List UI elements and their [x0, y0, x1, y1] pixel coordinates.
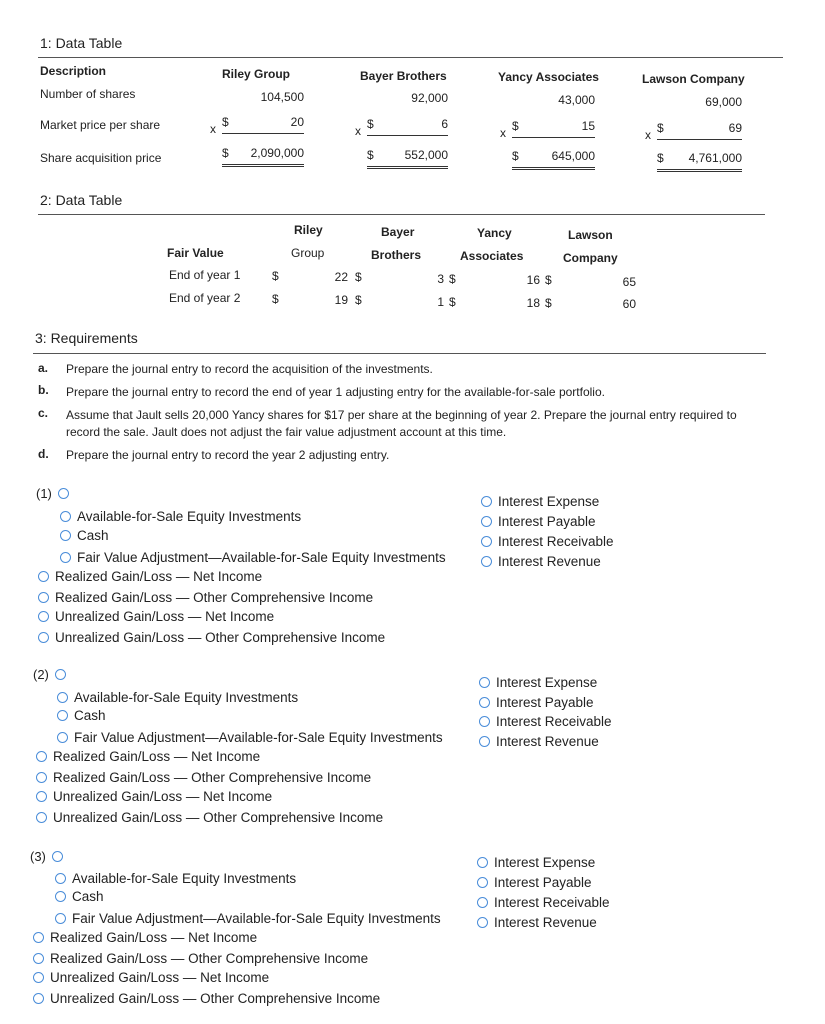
table2-header-riley-top: Riley	[294, 223, 323, 237]
option-realized-gl-oci[interactable]	[38, 590, 373, 605]
fv-y1-bayer: 3	[437, 272, 444, 286]
shares-bayer: 92,000	[411, 91, 448, 105]
option-label: Cash	[77, 528, 109, 543]
option-label: Unrealized Gain/Loss — Other Comprehensive Income	[50, 991, 381, 1006]
table2-header-bayer-bottom: Brothers	[371, 248, 422, 262]
row-label-number-of-shares: Number of shares	[40, 87, 136, 101]
table1-header-lawson: Lawson Company	[642, 72, 745, 86]
radio-button[interactable]	[33, 932, 44, 943]
question-number: (1)	[36, 486, 52, 501]
option-label: Interest Revenue	[494, 915, 597, 930]
radio-button[interactable]	[38, 611, 49, 622]
option-label: Interest Revenue	[496, 734, 599, 749]
option-unrealized-gl-oci[interactable]	[33, 991, 380, 1006]
row-label-end-of-year-2: End of year 2	[169, 291, 241, 305]
option-unrealized-gl-ni[interactable]	[36, 789, 272, 804]
option-label: Unrealized Gain/Loss — Net Income	[53, 789, 273, 804]
option-label: Realized Gain/Loss — Net Income	[50, 930, 258, 945]
option-label: Unrealized Gain/Loss — Net Income	[50, 970, 270, 985]
answer-radio-1[interactable]	[58, 488, 69, 499]
radio-button[interactable]	[481, 496, 492, 507]
req-letter-c: c.	[38, 406, 49, 420]
option-interest-receivable[interactable]	[479, 714, 612, 729]
acquisition-riley: 2,090,000	[250, 146, 304, 160]
dollar-sign: $	[545, 296, 552, 310]
dollar-sign: $	[367, 117, 374, 131]
radio-button[interactable]	[55, 891, 66, 902]
acquisition-yancy: 645,000	[551, 149, 595, 163]
radio-button[interactable]	[479, 677, 490, 688]
option-label: Interest Expense	[496, 675, 598, 690]
option-cash[interactable]	[57, 708, 106, 723]
option-cash[interactable]	[60, 528, 109, 543]
price-lawson: 69	[728, 121, 742, 135]
option-label: Realized Gain/Loss — Net Income	[53, 749, 261, 764]
table1-header-bayer: Bayer Brothers	[360, 69, 447, 83]
radio-button[interactable]	[36, 772, 47, 783]
fv-y2-yancy: 18	[526, 296, 540, 310]
shares-lawson: 69,000	[705, 95, 742, 109]
option-label: Cash	[74, 708, 106, 723]
option-label: Cash	[72, 889, 104, 904]
dollar-sign: $	[272, 292, 279, 306]
table2-header-lawson-top: Lawson	[568, 228, 613, 242]
option-label: Realized Gain/Loss — Net Income	[55, 569, 263, 584]
radio-button[interactable]	[60, 530, 71, 541]
radio-button[interactable]	[481, 516, 492, 527]
price-cell-riley	[222, 115, 304, 134]
option-label: Unrealized Gain/Loss — Other Comprehensive Income	[55, 630, 386, 645]
radio-button[interactable]	[36, 791, 47, 802]
price-cell-lawson	[657, 121, 742, 140]
table1-description-header: Description	[40, 64, 107, 78]
dollar-sign: $	[367, 148, 374, 162]
fv-y2-riley: 19	[334, 293, 348, 307]
question-number: (3)	[30, 849, 46, 864]
option-unrealized-gl-ni[interactable]	[33, 970, 269, 985]
row-label-acquisition-price: Share acquisition price	[40, 151, 162, 165]
price-bayer: 6	[441, 117, 448, 131]
option-realized-gl-ni[interactable]	[36, 749, 260, 764]
radio-button[interactable]	[479, 716, 490, 727]
req-text-c: Assume that Jault sells 20,000 Yancy shares for $17 per share at the beginning of year 2. Prepare the journal entry required to record the sale. Jault does not adjust the fair value adjustment account at this time.	[66, 408, 737, 439]
option-realized-gl-oci[interactable]	[36, 770, 371, 785]
price-cell-bayer	[367, 117, 448, 136]
option-interest-payable[interactable]	[477, 875, 592, 890]
radio-button[interactable]	[38, 571, 49, 582]
dollar-sign: $	[512, 149, 519, 163]
radio-button[interactable]	[57, 692, 68, 703]
dollar-sign: $	[545, 273, 552, 287]
option-label: Unrealized Gain/Loss — Other Comprehensive Income	[53, 810, 384, 825]
table2-header-riley-bottom: Group	[291, 246, 325, 260]
table2-top-rule	[38, 214, 765, 215]
times-sign-yancy: x	[500, 126, 506, 140]
dollar-sign: $	[355, 293, 362, 307]
option-label: Available-for-Sale Equity Investments	[77, 509, 302, 524]
radio-button[interactable]	[481, 556, 492, 567]
option-label: Interest Receivable	[494, 895, 610, 910]
option-interest-revenue[interactable]	[479, 734, 599, 749]
option-label: Realized Gain/Loss — Other Comprehensive Income	[55, 590, 374, 605]
req-text-d: Prepare the journal entry to record the year 2 adjusting entry.	[66, 448, 390, 462]
table1-header-yancy: Yancy Associates	[498, 70, 599, 84]
fv-y1-yancy: 16	[526, 273, 540, 287]
radio-button[interactable]	[60, 511, 71, 522]
table2-header-yancy-top: Yancy	[477, 226, 512, 240]
option-interest-expense[interactable]	[481, 494, 599, 509]
times-sign-bayer: x	[355, 124, 361, 138]
option-label: Interest Receivable	[496, 714, 612, 729]
dollar-sign: $	[355, 270, 362, 284]
option-label: Unrealized Gain/Loss — Net Income	[55, 609, 275, 624]
price-yancy: 15	[581, 119, 595, 133]
table2-header-bayer-top: Bayer	[381, 225, 415, 239]
requirements-title: 3: Requirements	[35, 330, 138, 346]
option-label: Interest Payable	[496, 695, 594, 710]
radio-button[interactable]	[33, 993, 44, 1004]
shares-riley: 104,500	[260, 90, 304, 104]
requirements-rule	[33, 353, 766, 354]
option-fair-value-adjustment[interactable]	[57, 730, 443, 745]
acquisition-lawson: 4,761,000	[688, 151, 742, 165]
acq-cell-riley	[222, 146, 304, 167]
dollar-sign: $	[449, 295, 456, 309]
acquisition-bayer: 552,000	[404, 148, 448, 162]
radio-button[interactable]	[479, 697, 490, 708]
option-afs-equity-investments[interactable]	[57, 690, 298, 705]
times-sign-riley: x	[210, 122, 216, 136]
option-label: Interest Payable	[494, 875, 592, 890]
question-number: (2)	[33, 667, 49, 682]
fv-y1-riley: 22	[334, 270, 348, 284]
option-interest-receivable[interactable]	[481, 534, 614, 549]
dollar-sign: $	[657, 151, 664, 165]
option-unrealized-gl-ni[interactable]	[38, 609, 274, 624]
radio-button[interactable]	[38, 632, 49, 643]
option-label: Available-for-Sale Equity Investments	[72, 871, 297, 886]
radio-button[interactable]	[57, 710, 68, 721]
fv-y1-lawson: 65	[622, 275, 636, 289]
dollar-sign: $	[512, 119, 519, 133]
radio-button[interactable]	[477, 897, 488, 908]
radio-button[interactable]	[33, 953, 44, 964]
radio-button[interactable]	[38, 592, 49, 603]
req-letter-b: b.	[38, 383, 49, 397]
dollar-sign: $	[449, 272, 456, 286]
radio-button[interactable]	[477, 857, 488, 868]
acq-cell-lawson	[657, 151, 742, 172]
question-1	[36, 486, 75, 501]
dollar-sign: $	[222, 115, 229, 129]
table2-header-yancy-bottom: Associates	[460, 249, 524, 263]
option-interest-expense[interactable]	[477, 855, 595, 870]
option-label: Realized Gain/Loss — Other Comprehensive Income	[53, 770, 372, 785]
acq-cell-yancy	[512, 149, 595, 170]
option-label: Interest Expense	[498, 494, 600, 509]
req-text-a: Prepare the journal entry to record the acquisition of the investments.	[66, 362, 433, 376]
row-label-end-of-year-1: End of year 1	[169, 268, 241, 282]
radio-button[interactable]	[479, 736, 490, 747]
row-label-market-price: Market price per share	[40, 118, 161, 132]
radio-button[interactable]	[477, 877, 488, 888]
table2-title: 2: Data Table	[40, 192, 123, 208]
dollar-sign: $	[657, 121, 664, 135]
price-riley: 20	[290, 115, 304, 129]
radio-button[interactable]	[55, 913, 66, 924]
radio-button[interactable]	[36, 812, 47, 823]
radio-button[interactable]	[477, 917, 488, 928]
option-unrealized-gl-oci[interactable]	[38, 630, 385, 645]
option-interest-receivable[interactable]	[477, 895, 610, 910]
option-label: Interest Expense	[494, 855, 596, 870]
option-interest-revenue[interactable]	[477, 915, 597, 930]
price-cell-yancy	[512, 119, 595, 138]
fv-y2-bayer: 1	[437, 295, 444, 309]
option-label: Fair Value Adjustment—Available-for-Sale Equity Investments	[74, 730, 443, 745]
option-interest-payable[interactable]	[481, 514, 596, 529]
option-cash[interactable]	[55, 889, 104, 904]
radio-button[interactable]	[36, 751, 47, 762]
radio-button[interactable]	[57, 732, 68, 743]
option-afs-equity-investments[interactable]	[60, 509, 301, 524]
fair-value-label: Fair Value	[167, 246, 224, 260]
option-label: Interest Revenue	[498, 554, 601, 569]
radio-button[interactable]	[33, 972, 44, 983]
option-interest-expense[interactable]	[479, 675, 597, 690]
question-2	[33, 667, 72, 682]
option-realized-gl-oci[interactable]	[33, 951, 368, 966]
times-sign-lawson: x	[645, 128, 651, 142]
option-afs-equity-investments[interactable]	[55, 871, 296, 886]
option-fair-value-adjustment[interactable]	[60, 550, 446, 565]
radio-button[interactable]	[60, 552, 71, 563]
radio-button[interactable]	[55, 873, 66, 884]
acq-cell-bayer	[367, 148, 448, 169]
option-label: Fair Value Adjustment—Available-for-Sale Equity Investments	[72, 911, 441, 926]
option-label: Interest Receivable	[498, 534, 614, 549]
option-realized-gl-ni[interactable]	[33, 930, 257, 945]
shares-yancy: 43,000	[558, 93, 595, 107]
option-interest-revenue[interactable]	[481, 554, 601, 569]
option-fair-value-adjustment[interactable]	[55, 911, 441, 926]
option-label: Interest Payable	[498, 514, 596, 529]
fv-y2-lawson: 60	[622, 297, 636, 311]
req-text-b: Prepare the journal entry to record the end of year 1 adjusting entry for the available-for-sale portfolio.	[66, 385, 605, 399]
req-letter-a: a.	[38, 361, 49, 375]
answer-radio-3[interactable]	[52, 851, 63, 862]
option-interest-payable[interactable]	[479, 695, 594, 710]
option-label: Fair Value Adjustment—Available-for-Sale Equity Investments	[77, 550, 446, 565]
answer-radio-2[interactable]	[55, 669, 66, 680]
option-label: Realized Gain/Loss — Other Comprehensive Income	[50, 951, 369, 966]
option-label: Available-for-Sale Equity Investments	[74, 690, 299, 705]
table1-top-rule	[38, 57, 783, 58]
table2-header-lawson-bottom: Company	[563, 251, 618, 265]
question-3	[30, 849, 69, 864]
option-realized-gl-ni[interactable]	[38, 569, 262, 584]
table1-title: 1: Data Table	[40, 35, 123, 51]
dollar-sign: $	[272, 269, 279, 283]
dollar-sign: $	[222, 146, 229, 160]
option-unrealized-gl-oci[interactable]	[36, 810, 383, 825]
table1-header-riley: Riley Group	[222, 67, 291, 81]
radio-button[interactable]	[481, 536, 492, 547]
req-letter-d: d.	[38, 447, 49, 461]
